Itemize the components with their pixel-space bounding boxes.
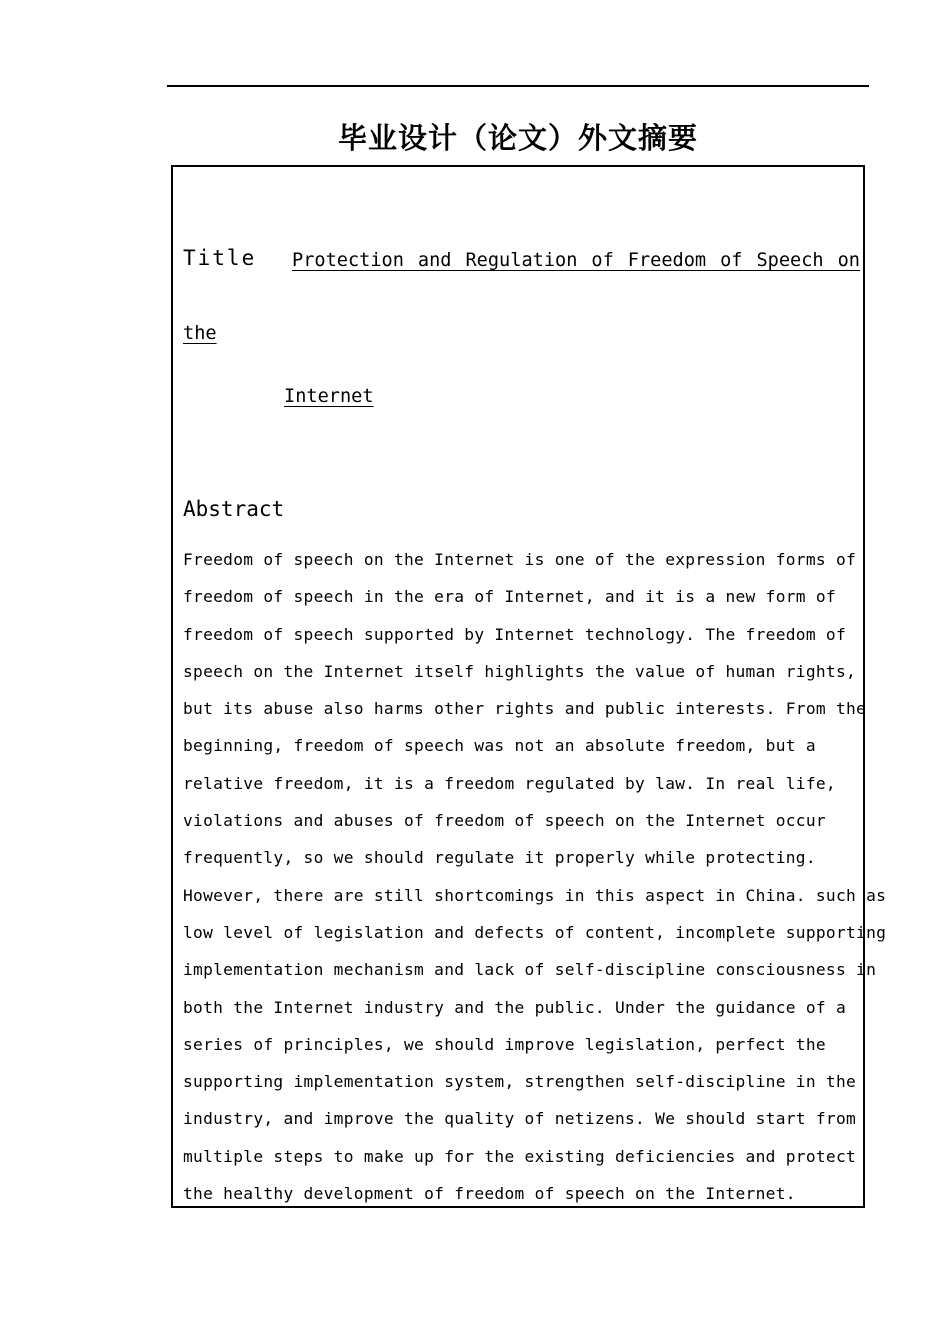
- abstract-line: implementation mechanism and lack of self-discipline consciousness in: [183, 960, 877, 980]
- abstract-line: low level of legislation and defects of content, incomplete supporting: [183, 922, 887, 942]
- abstract-heading: Abstract: [183, 497, 285, 521]
- abstract-line: violations and abuses of freedom of speech on the Internet occur: [183, 811, 826, 831]
- abstract-line: series of principles, we should improve legislation, perfect the: [183, 1034, 826, 1054]
- abstract-line: supporting implementation system, strengthen self-discipline in the: [183, 1072, 857, 1092]
- abstract-line: freedom of speech in the era of Internet, and it is a new form of: [183, 587, 836, 607]
- abstract-table: [171, 165, 887, 1208]
- abstract-line: industry, and improve the quality of netizens. We should start from: [183, 1109, 857, 1129]
- abstract-line: relative freedom, it is a freedom regulated by law. In real life,: [183, 773, 836, 793]
- abstract-line: multiple steps to make up for the existing deficiencies and protect: [183, 1146, 857, 1166]
- abstract-line: speech on the Internet itself highlights the value of human rights,: [183, 661, 857, 681]
- title-value-line-1: Protection and Regulation of Freedom of Speech on: [292, 250, 860, 271]
- title-label: Title: [183, 246, 257, 270]
- abstract-line: beginning, freedom of speech was not an absolute freedom, but a: [183, 736, 816, 756]
- title-value-line-2: the: [183, 323, 217, 344]
- page-title: 毕业设计（论文）外文摘要: [337, 121, 698, 155]
- abstract-line: frequently, so we should regulate it properly while protecting.: [183, 848, 816, 868]
- abstract-line: but its abuse also harms other rights and public interests. From the: [183, 699, 867, 719]
- abstract-line: Freedom of speech on the Internet is one of the expression forms of: [183, 550, 857, 569]
- abstract-body: [183, 547, 887, 1218]
- abstract-line: freedom of speech supported by Internet technology. The freedom of: [183, 624, 847, 644]
- header-rule: [167, 85, 869, 87]
- abstract-line: the healthy development of freedom of speech on the Internet.: [183, 1184, 796, 1204]
- abstract-line: However, there are still shortcomings in this aspect in China. such as: [183, 885, 887, 905]
- abstract-line: both the Internet industry and the public. Under the guidance of a: [183, 997, 847, 1017]
- title-value-line-3: Internet: [284, 386, 374, 407]
